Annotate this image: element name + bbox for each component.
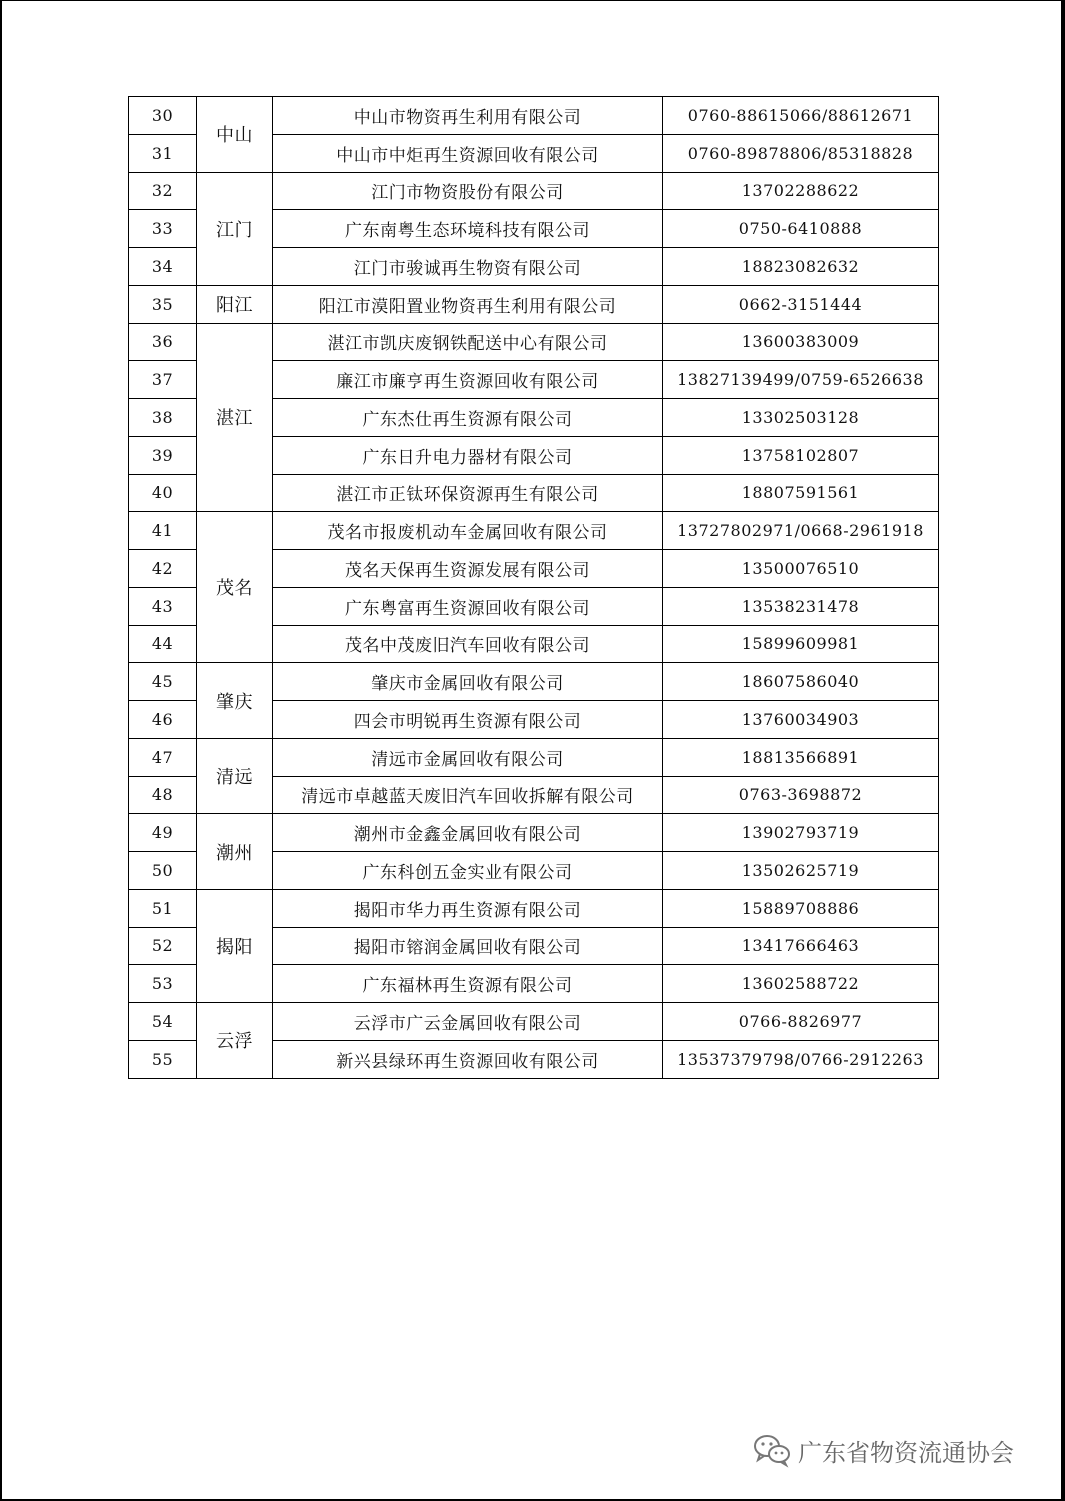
table-body: [129, 97, 939, 1079]
company-name: 揭阳市镕润金属回收有限公司: [273, 927, 663, 965]
row-number: 50: [129, 852, 197, 890]
company-name: 中山市物资再生利用有限公司: [273, 97, 663, 135]
company-phone: 0662-3151444: [663, 285, 939, 323]
company-name: 广东杰仕再生资源有限公司: [273, 399, 663, 437]
row-number: 31: [129, 134, 197, 172]
row-number: 52: [129, 927, 197, 965]
company-name: 江门市骏诚再生物资有限公司: [273, 248, 663, 286]
company-name: 湛江市凯庆废钢铁配送中心有限公司: [273, 323, 663, 361]
table-row: [129, 663, 939, 701]
table-row: [129, 738, 939, 776]
company-phone: 0760-89878806/85318828: [663, 134, 939, 172]
row-number: 47: [129, 738, 197, 776]
company-phone: 18607586040: [663, 663, 939, 701]
company-phone: 0750-6410888: [663, 210, 939, 248]
table-row: [129, 285, 939, 323]
watermark-text: 广东省物资流通协会: [798, 1438, 1014, 1467]
row-number: 53: [129, 965, 197, 1003]
company-phone: 13302503128: [663, 399, 939, 437]
company-phone: 13902793719: [663, 814, 939, 852]
company-name: 清远市金属回收有限公司: [273, 738, 663, 776]
page-edge-right: [1061, 0, 1065, 1501]
city-cell: 茂名: [197, 512, 273, 663]
company-name: 广东粤富再生资源回收有限公司: [273, 587, 663, 625]
company-phone: 15899609981: [663, 625, 939, 663]
table-row: [129, 814, 939, 852]
city-cell: 中山: [197, 97, 273, 173]
company-name: 揭阳市华力再生资源有限公司: [273, 889, 663, 927]
company-name: 潮州市金鑫金属回收有限公司: [273, 814, 663, 852]
company-name: 肇庆市金属回收有限公司: [273, 663, 663, 701]
company-name: 廉江市廉亨再生资源回收有限公司: [273, 361, 663, 399]
company-phone: 13500076510: [663, 550, 939, 588]
company-phone: 13602588722: [663, 965, 939, 1003]
row-number: 38: [129, 399, 197, 437]
row-number: 43: [129, 587, 197, 625]
company-name: 江门市物资股份有限公司: [273, 172, 663, 210]
city-cell: 潮州: [197, 814, 273, 890]
row-number: 32: [129, 172, 197, 210]
row-number: 55: [129, 1040, 197, 1078]
table-row: [129, 889, 939, 927]
company-name: 广东福林再生资源有限公司: [273, 965, 663, 1003]
company-phone: 0760-88615066/88612671: [663, 97, 939, 135]
company-phone: 18823082632: [663, 248, 939, 286]
company-name: 茂名中茂废旧汽车回收有限公司: [273, 625, 663, 663]
company-name: 云浮市广云金属回收有限公司: [273, 1003, 663, 1041]
company-phone: 13600383009: [663, 323, 939, 361]
company-table: [128, 96, 939, 1079]
row-number: 45: [129, 663, 197, 701]
table-row: [129, 97, 939, 135]
watermark: [752, 1432, 1014, 1468]
row-number: 34: [129, 248, 197, 286]
row-number: 40: [129, 474, 197, 512]
company-name: 茂名天保再生资源发展有限公司: [273, 550, 663, 588]
row-number: 51: [129, 889, 197, 927]
company-name: 茂名市报废机动车金属回收有限公司: [273, 512, 663, 550]
company-phone: 0763-3698872: [663, 776, 939, 814]
company-phone: 0766-8826977: [663, 1003, 939, 1041]
table-row: [129, 1003, 939, 1041]
city-cell: 揭阳: [197, 889, 273, 1002]
company-phone: 18807591561: [663, 474, 939, 512]
row-number: 48: [129, 776, 197, 814]
row-number: 49: [129, 814, 197, 852]
company-name: 中山市中炬再生资源回收有限公司: [273, 134, 663, 172]
city-cell: 阳江: [197, 285, 273, 323]
company-name: 清远市卓越蓝天废旧汽车回收拆解有限公司: [273, 776, 663, 814]
row-number: 41: [129, 512, 197, 550]
city-cell: 云浮: [197, 1003, 273, 1079]
company-phone: 13727802971/0668-2961918: [663, 512, 939, 550]
company-name: 广东科创五金实业有限公司: [273, 852, 663, 890]
city-cell: 江门: [197, 172, 273, 285]
company-phone: 13502625719: [663, 852, 939, 890]
company-phone: 13417666463: [663, 927, 939, 965]
page-edge-left: [0, 0, 2, 1501]
company-phone: 13537379798/0766-2912263: [663, 1040, 939, 1078]
row-number: 33: [129, 210, 197, 248]
company-name: 广东南粤生态环境科技有限公司: [273, 210, 663, 248]
company-name: 四会市明锐再生资源有限公司: [273, 701, 663, 739]
city-cell: 清远: [197, 738, 273, 814]
company-phone: 15889708886: [663, 889, 939, 927]
row-number: 36: [129, 323, 197, 361]
row-number: 46: [129, 701, 197, 739]
company-phone: 18813566891: [663, 738, 939, 776]
company-phone: 13538231478: [663, 587, 939, 625]
table-row: [129, 172, 939, 210]
company-name: 新兴县绿环再生资源回收有限公司: [273, 1040, 663, 1078]
table-row: [129, 512, 939, 550]
company-phone: 13827139499/0759-6526638: [663, 361, 939, 399]
row-number: 54: [129, 1003, 197, 1041]
company-name: 广东日升电力器材有限公司: [273, 436, 663, 474]
company-phone: 13702288622: [663, 172, 939, 210]
company-phone: 13760034903: [663, 701, 939, 739]
city-cell: 湛江: [197, 323, 273, 512]
company-name: 湛江市正钛环保资源再生有限公司: [273, 474, 663, 512]
wechat-icon: [752, 1432, 792, 1468]
city-cell: 肇庆: [197, 663, 273, 739]
row-number: 30: [129, 97, 197, 135]
row-number: 39: [129, 436, 197, 474]
row-number: 37: [129, 361, 197, 399]
company-phone: 13758102807: [663, 436, 939, 474]
company-name: 阳江市漠阳置业物资再生利用有限公司: [273, 285, 663, 323]
row-number: 44: [129, 625, 197, 663]
table-row: [129, 323, 939, 361]
row-number: 35: [129, 285, 197, 323]
row-number: 42: [129, 550, 197, 588]
